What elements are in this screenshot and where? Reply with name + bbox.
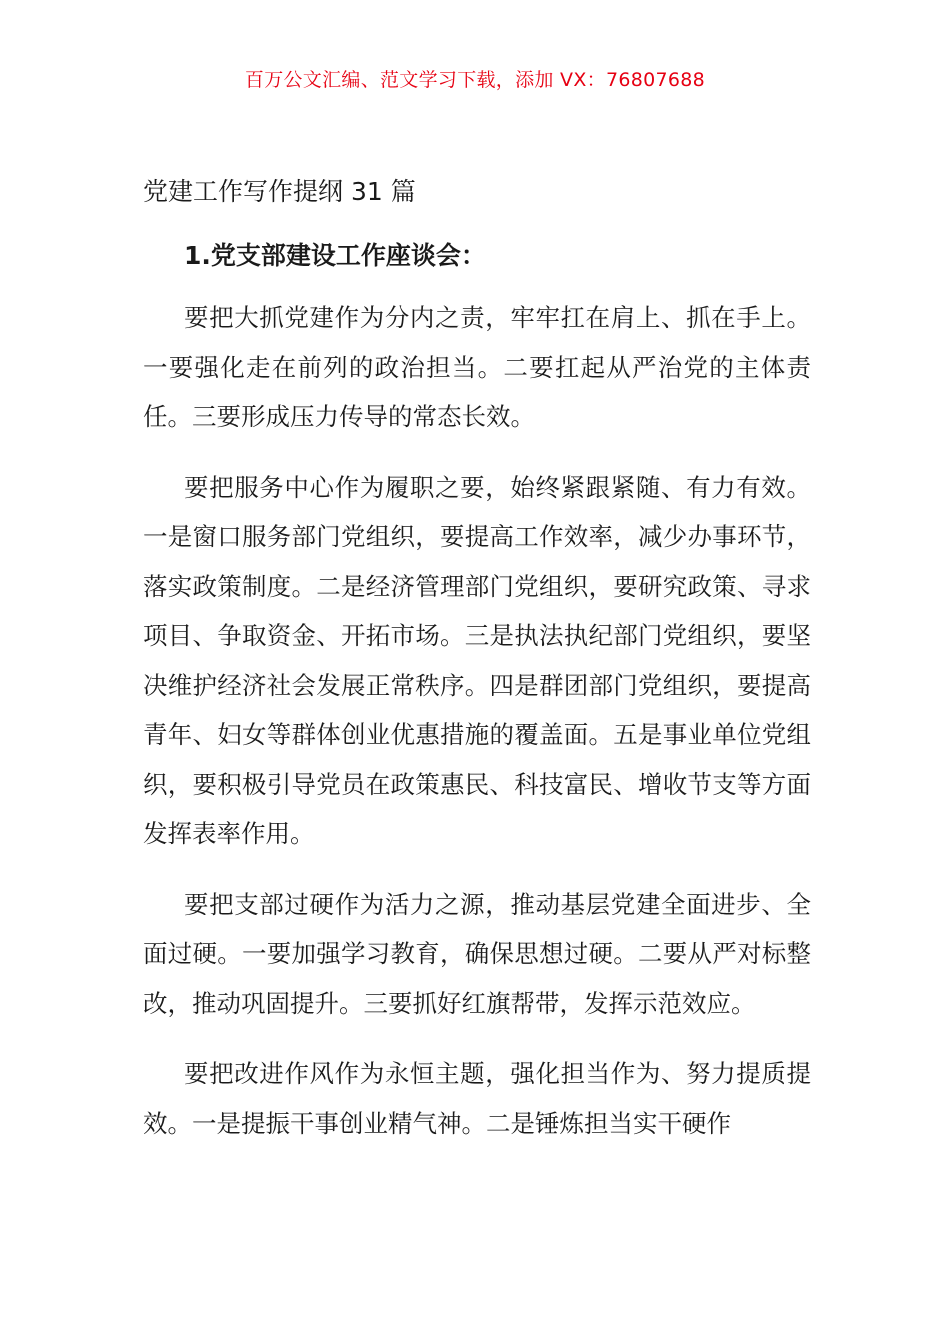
section-heading: 1.党支部建设工作座谈会： <box>184 241 486 270</box>
document-title: 党建工作写作提纲 31 篇 <box>143 177 416 206</box>
paragraph: 要把大抓党建作为分内之责，牢牢扛在肩上、抓在手上。一要强化走在前列的政治担当。二要扛起从严治党的主体责任。三要形成压力传导的常态长效。 <box>143 303 811 431</box>
document-body <box>143 172 811 1148</box>
paragraph: 要把服务中心作为履职之要，始终紧跟紧随、有力有效。一是窗口服务部门党组织，要提高工作效率，减少办事环节，落实政策制度。二是经济管理部门党组织，要研究政策、寻求项目、争取资金、开拓市场。三是执法执纪部门党组织，要坚决维护经济社会发展正常秩序。四是群团部门党组织，要提高青年、妇女等群体创业优惠措施的覆盖面。五是事业单位党组织，要积极引导党员在政策惠民、科技富民、增收节支等方面发挥表率作用。 <box>143 472 811 848</box>
paragraph: 要把支部过硬作为活力之源，推动基层党建全面进步、全面过硬。一要加强学习教育，确保思想过硬。二要从严对标整改，推动巩固提升。三要抓好红旗帮带，发挥示范效应。 <box>143 889 811 1018</box>
header-contact-note: 百万公文汇编、范文学习下载，添加 VX：76807688 <box>244 69 706 91</box>
paragraph: 要把改进作风作为永恒主题，强化担当作为、努力提质提效。一是提振干事创业精气神。二是锤炼担当实干硬作 <box>143 1059 811 1138</box>
